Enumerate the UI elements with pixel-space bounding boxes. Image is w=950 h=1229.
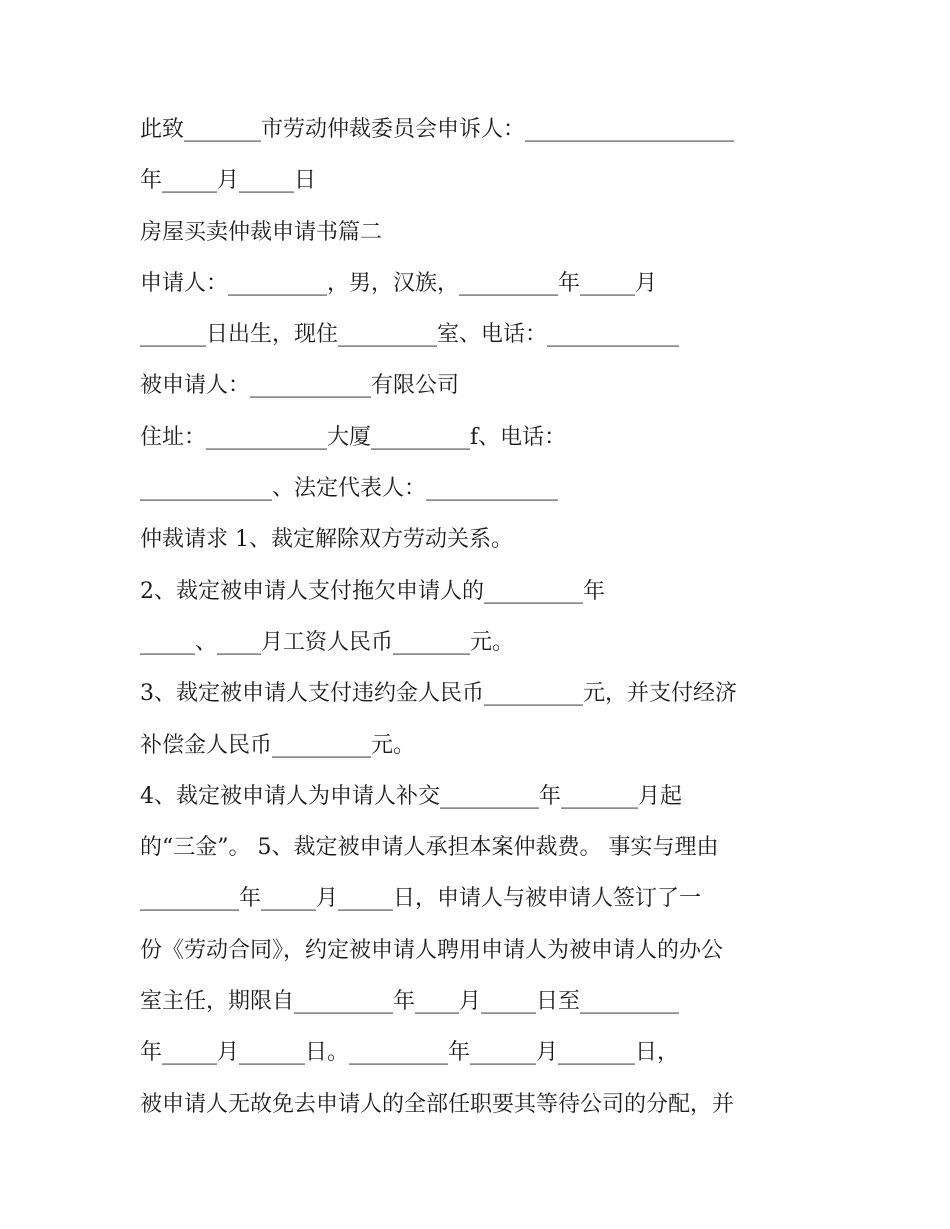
text-line-address: 住址：___________大厦_________f、电话： [140, 424, 567, 450]
text-line-request-5: 的“三金”。 5、裁定被申请人承担本案仲裁费。 事实与理由 [140, 835, 719, 861]
text-line-facts-3: 室主任，期限自_________年____月_____日至_________ [140, 989, 680, 1015]
text-line-facts-1: _________年_____月_____日，申请人与被申请人签订了一 [140, 886, 702, 912]
text-line-applicant-contact: ______日出生，现住_________室、电话：____________ [140, 322, 680, 348]
text-line-request-2-cont: _____、____月工资人民币_______元。 [140, 629, 515, 655]
text-line-request-3-cont: 补偿金人民币_________元。 [140, 732, 416, 758]
section-heading: 房屋买卖仲裁申请书篇二 [140, 219, 383, 245]
text-line-request-1: 仲裁请求 1、裁定解除双方劳动关系。 [140, 527, 513, 553]
text-line-date: 年_____月_____日 [140, 168, 317, 194]
text-line-request-2: 2、裁定被申请人支付拖欠申请人的_________年 [140, 578, 605, 604]
document-body [140, 104, 820, 1130]
text-line-respondent: 被申请人：___________有限公司 [140, 373, 460, 399]
text-line-salutation: 此致_______市劳动仲裁委员会申诉人：___________________ [140, 117, 735, 142]
text-line-legal-rep: ____________、法定代表人：____________ [140, 476, 559, 502]
text-line-request-4: 4、裁定被申请人为申请人补交_________年_______月起 [140, 783, 682, 809]
text-line-facts-5: 被申请人无故免去申请人的全部任职要其等待公司的分配，并 [140, 1091, 735, 1117]
text-line-applicant: 申请人：_________，男，汉族，_________年_____月 [140, 270, 658, 296]
text-line-facts-2: 份《劳动合同》，约定被申请人聘用申请人为被申请人的办公 [140, 937, 724, 963]
text-line-request-3: 3、裁定被申请人支付违约金人民币_________元，并支付经济 [140, 681, 737, 707]
text-line-facts-4: 年_____月______日。_________年______月_______日， [140, 1040, 680, 1066]
